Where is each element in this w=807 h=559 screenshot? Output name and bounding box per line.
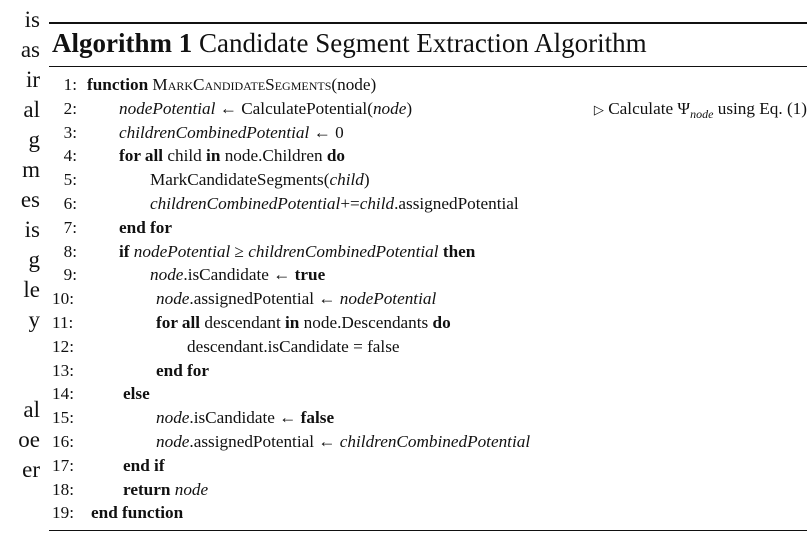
algorithm-line <box>49 501 807 525</box>
keyword: function <box>87 75 149 94</box>
statement-text: node.Children <box>220 146 327 166</box>
algorithm-line <box>49 97 807 121</box>
algorithm-caption: Candidate Segment Extraction Algorithm <box>198 28 647 58</box>
algorithm-line <box>49 263 807 287</box>
left-fragment: al <box>23 97 40 122</box>
algorithm-line <box>49 454 807 478</box>
variable: node <box>372 98 407 118</box>
variable: childrenCombinedPotential <box>119 122 310 142</box>
function-args: (node) <box>331 75 377 94</box>
keyword: in <box>206 146 221 166</box>
line-number: 16: <box>52 431 74 451</box>
line-number: 6: <box>63 193 77 213</box>
comment-text: Calculate Ψ <box>603 98 691 118</box>
line-number: 8: <box>63 241 77 261</box>
algorithm-line <box>49 478 807 502</box>
keyword: end function <box>91 503 184 523</box>
statement-text: .assignedPotential ← <box>189 289 340 309</box>
left-fragment: le <box>23 277 40 302</box>
line-number: 10: <box>52 289 74 309</box>
statement-text: += <box>340 193 360 213</box>
keyword: do <box>432 312 451 332</box>
left-fragment: as <box>20 37 40 62</box>
bottom-rule <box>49 530 807 531</box>
variable: node <box>156 408 190 428</box>
statement-text: descendant.isCandidate = false <box>187 336 400 356</box>
variable: node <box>150 265 184 285</box>
left-fragment: g <box>28 247 40 272</box>
variable: node <box>174 479 209 499</box>
caption-rule <box>49 66 807 67</box>
statement-text: node.Descendants <box>299 312 433 332</box>
keyword: for all <box>156 312 201 332</box>
left-fragment: es <box>20 187 40 212</box>
variable: node <box>156 289 190 309</box>
line-number: 12: <box>52 336 74 356</box>
statement-text: ← CalculatePotential( <box>215 98 373 118</box>
algorithm-title <box>52 27 647 59</box>
left-fragment: is <box>24 217 40 242</box>
algorithm-line <box>49 335 807 359</box>
line-number: 4: <box>63 146 77 166</box>
line-number: 14: <box>52 384 74 404</box>
line-number: 17: <box>52 455 74 475</box>
algorithm-line <box>49 287 807 311</box>
comment-text: using Eq. (1) <box>713 98 807 118</box>
line-number: 2: <box>63 98 77 118</box>
keyword: else <box>123 384 150 404</box>
statement-text: .assignedPotential ← <box>189 431 340 451</box>
line-number: 19: <box>52 503 74 523</box>
algorithm-line <box>49 144 807 168</box>
keyword: for all <box>119 146 164 166</box>
variable: nodePotential <box>133 241 231 261</box>
algorithm-line <box>49 240 807 264</box>
variable: child <box>359 193 395 213</box>
keyword: false <box>300 408 335 428</box>
algorithm-line <box>49 73 807 97</box>
algorithm-line <box>49 216 807 240</box>
variable: node <box>156 431 190 451</box>
algorithm-lines <box>49 73 807 525</box>
algorithm-line <box>49 359 807 383</box>
top-rule <box>49 22 807 24</box>
left-fragment: al <box>23 397 40 422</box>
statement-text: child <box>163 146 207 166</box>
line-number: 1: <box>63 75 77 94</box>
statement-text: ) <box>363 170 370 190</box>
left-fragment: m <box>22 157 40 182</box>
variable: childrenCombinedPotential <box>248 241 439 261</box>
statement-text: descendant <box>200 312 286 332</box>
left-fragment: is <box>24 7 40 32</box>
keyword: true <box>294 265 326 285</box>
keyword: in <box>285 312 300 332</box>
algorithm-line <box>49 192 807 216</box>
statement-text: ) <box>406 98 413 118</box>
variable: childrenCombinedPotential <box>339 431 531 451</box>
line-number: 13: <box>52 360 74 380</box>
algorithm-line <box>49 406 807 430</box>
left-fragment: g <box>28 127 40 152</box>
left-column-fragments <box>0 0 40 559</box>
keyword: do <box>326 146 345 166</box>
algorithm-line <box>49 430 807 454</box>
keyword: end for <box>119 217 172 237</box>
statement-text: .isCandidate ← <box>189 408 301 428</box>
keyword: end for <box>156 360 209 380</box>
line-number: 15: <box>52 408 74 428</box>
algorithm-box <box>49 22 807 532</box>
line-number: 3: <box>63 122 77 142</box>
statement-text: ≥ <box>230 241 249 261</box>
line-number: 18: <box>52 479 74 499</box>
algorithm-line <box>49 168 807 192</box>
algorithm-label: Algorithm 1 <box>52 28 193 58</box>
line-number: 7: <box>63 217 77 237</box>
left-fragment: er <box>22 457 40 482</box>
variable: nodePotential <box>339 289 437 309</box>
algorithm-line <box>49 311 807 335</box>
statement-text: ← 0 <box>309 122 344 142</box>
keyword: return <box>123 479 171 499</box>
variable: childrenCombinedPotential <box>150 193 341 213</box>
function-name: MarkCandidateSegments <box>152 75 332 94</box>
keyword: then <box>442 241 476 261</box>
line-number: 9: <box>63 265 77 285</box>
left-fragment: y <box>28 307 40 332</box>
statement-text: MarkCandidateSegments( <box>150 170 330 190</box>
statement-text: .isCandidate ← <box>183 265 295 285</box>
algorithm-line <box>49 121 807 145</box>
statement-text: .assignedPotential <box>394 193 519 213</box>
keyword: end if <box>123 455 165 475</box>
variable: child <box>329 170 364 190</box>
comment-triangle-icon: ▷ <box>593 101 604 117</box>
left-fragment: ir <box>25 67 40 92</box>
comment-subscript: node <box>690 106 714 121</box>
algorithm-line <box>49 382 807 406</box>
line-number: 11: <box>52 312 74 332</box>
keyword: if <box>119 241 130 261</box>
left-fragment: oe <box>18 427 40 452</box>
variable: nodePotential <box>119 98 216 118</box>
line-number: 5: <box>63 170 77 190</box>
